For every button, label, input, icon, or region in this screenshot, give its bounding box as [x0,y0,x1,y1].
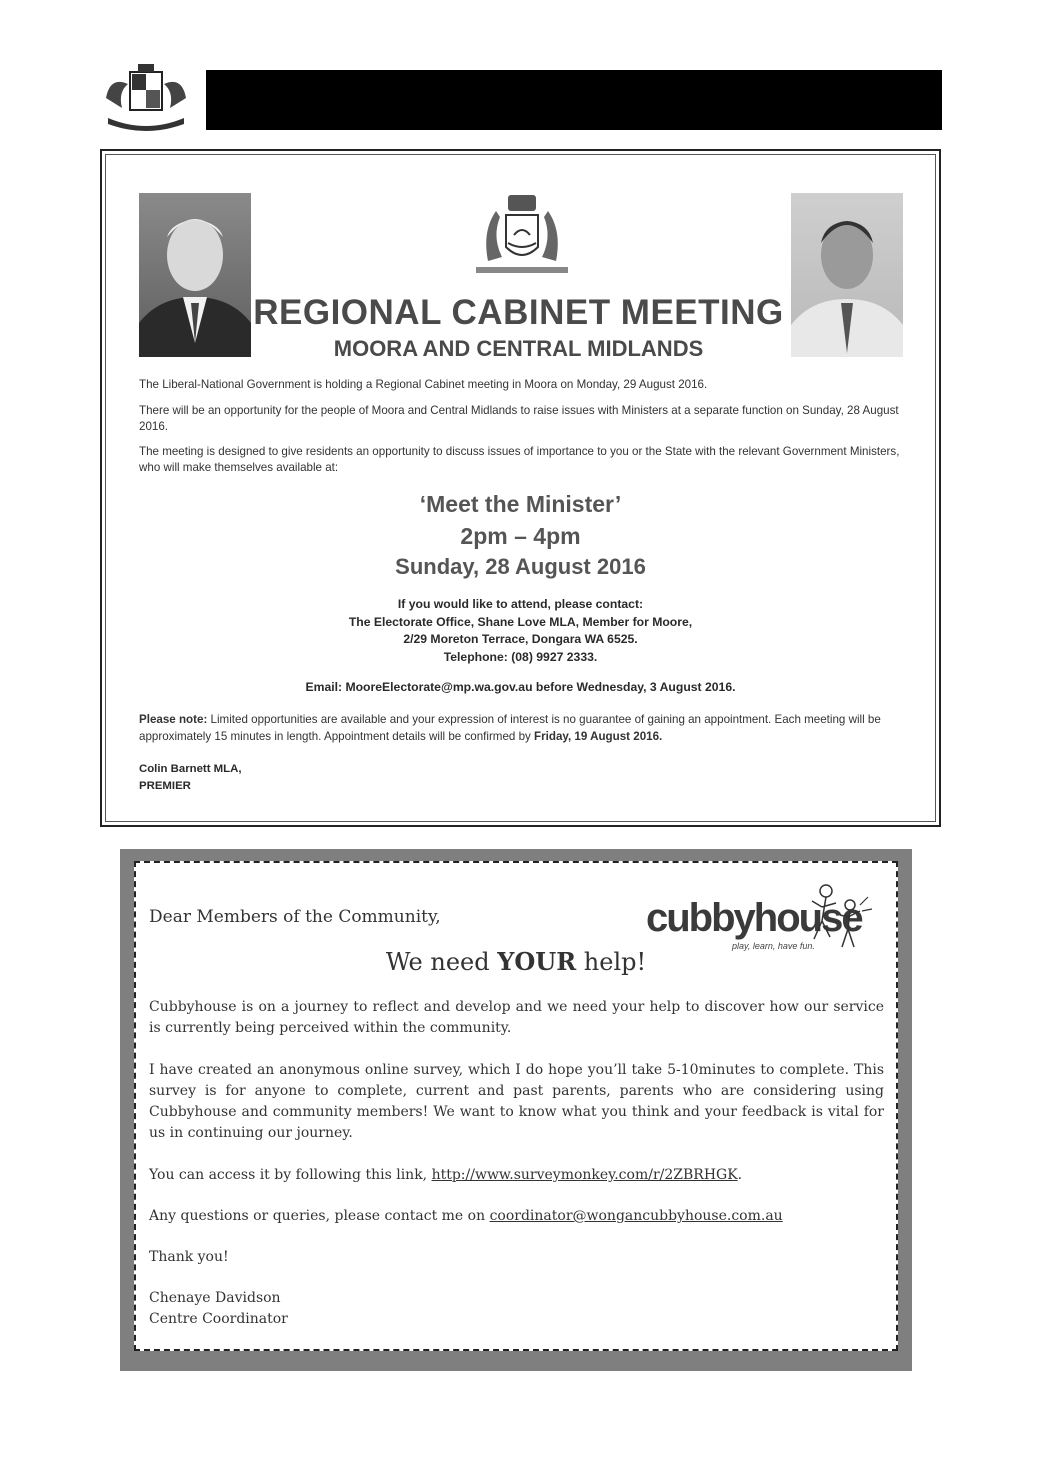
svg-text:cubbyhouse: cubbyhouse [646,896,862,940]
event-date: Sunday, 28 August 2016 [395,554,646,579]
wa-coat-of-arms [470,191,574,279]
shire-crest-logo [100,62,192,132]
event-time: 2pm – 4pm [460,523,581,549]
please-note [139,711,905,745]
cubby-paragraph: I have created an anonymous online survey, which I do hope you’ll take 5-10minutes to complete. This survey is for anyone to complete, current and past parents, parents who are considering using Cubbyhouse and community members! We want to know what you think and your feedback is vital for us in continuing our journey. [149,1062,884,1141]
cubby-thanks: Thank you! [149,1249,229,1265]
contact-details [102,596,939,666]
cubby-greeting: Dear Members of the Community, [149,907,441,927]
signature-name: Colin Barnett MLA, [139,763,242,775]
regional-cabinet-notice [100,149,941,827]
event-name: ‘Meet the Minister’ [419,491,622,517]
notice-paragraph: There will be an opportunity for the people of Moora and Central Midlands to raise issues with Ministers at a separate function on Sunday, 28 August 2016. [139,404,899,433]
signature-name: Chenaye Davidson [149,1290,281,1306]
notice-title: REGIONAL CABINET MEETING [253,293,784,332]
header-black-banner [206,70,942,130]
svg-text:play, learn, have fun.: play, learn, have fun. [732,941,815,951]
contact-email-line: Any questions or queries, please contact me on coordinator@wongancubbyhouse.com.au [149,1208,783,1224]
contact-line: The Electorate Office, Shane Love MLA, Member for Moore, [348,614,693,629]
contact-line: 2/29 Moreton Terrace, Dongara WA 6525. [403,632,638,646]
notice-signature [139,761,242,795]
contact-line: Telephone: (08) 9927 2333. [443,649,598,664]
coordinator-email-link[interactable]: coordinator@wongancubbyhouse.com.au [489,1208,783,1224]
note-date: Friday, 19 August 2016. [534,730,663,743]
cubby-signature [149,1288,288,1330]
survey-link[interactable]: http://www.surveymonkey.com/r/2ZBRHGK [431,1167,738,1183]
note-label: Please note: [139,713,208,726]
signature-title: PREMIER [139,780,191,792]
contact-email-line: Email: MooreElectorate@mp.wa.gov.au before Wednesday, 3 August 2016. [305,680,736,694]
contact-line: If you would like to attend, please contact: [397,597,644,611]
notice-subtitle: MOORA AND CENTRAL MIDLANDS [333,336,704,361]
cubby-headline: We need YOUR help! [385,947,647,976]
notice-paragraph: The meeting is designed to give residents an opportunity to discuss issues of importance to you or the State with the relevant Government Ministers, who will make themselves available at: [139,445,900,474]
note-text: Limited opportunities are available and your expression of interest is no guarantee of gaining an appointment. Each meeting will be approximately 15 minutes in length. Appointment details will be confirmed by [139,713,881,743]
notice-paragraph: The Liberal-National Government is holding a Regional Cabinet meeting in Moora on Monday, 29 August 2016. [139,378,708,391]
signature-title: Centre Coordinator [149,1311,288,1327]
cubbyhouse-notice-body [134,861,898,1351]
cubbyhouse-notice [120,849,912,1371]
survey-link-line: You can access it by following this link, http://www.surveymonkey.com/r/2ZBRHGK. [149,1167,743,1183]
cubby-paragraph: Cubbyhouse is on a journey to reflect and develop and we need your help to discover how our service is currently being perceived within the community. [149,999,884,1036]
